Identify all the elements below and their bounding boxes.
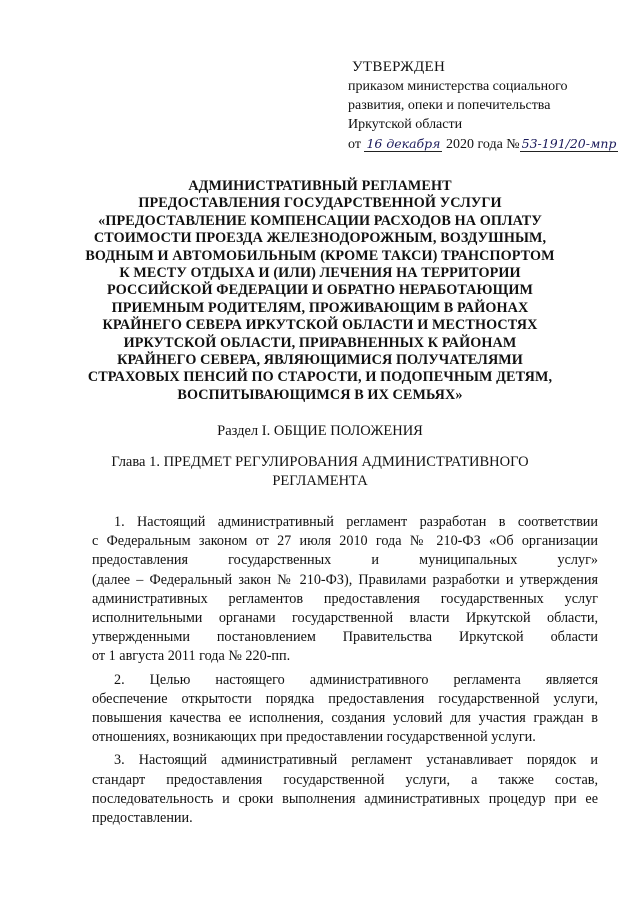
paragraph-line: (далее – Федеральный закон № 210-ФЗ), Правилами разработки и утверждения — [92, 571, 598, 588]
approval-title: УТВЕРЖДЕН — [352, 59, 446, 75]
paragraph-1 — [92, 513, 598, 667]
approval-line: приказом министерства социального — [348, 79, 568, 94]
heading-line: К МЕСТУ ОТДЫХА И (ИЛИ) ЛЕЧЕНИЯ НА ТЕРРИТОРИИ — [119, 265, 521, 282]
paragraph-line: административных регламентов предоставления государственных услуг — [92, 590, 598, 607]
heading-line: КРАЙНЕГО СЕВЕРА, ЯВЛЯЮЩИМИСЯ ПОЛУЧАТЕЛЯМИ — [117, 352, 523, 369]
paragraph-line: 2. Целью настоящего административного регламента является — [114, 671, 598, 688]
chapter-title-line: Глава 1. ПРЕДМЕТ РЕГУЛИРОВАНИЯ АДМИНИСТРАТИВНОГО — [111, 454, 529, 470]
heading-line: СТОИМОСТИ ПРОЕЗДА ЖЕЛЕЗНОДОРОЖНЫМ, ВОЗДУШНЫМ, — [93, 230, 547, 247]
paragraph-3 — [92, 751, 598, 828]
date-prefix: от — [348, 137, 361, 152]
body-text — [92, 513, 598, 832]
paragraph-line: повышения качества ее исполнения, создания условий для участия граждан в — [92, 710, 598, 727]
heading-line: ВОДНЫМ И АВТОМОБИЛЬНЫМ (КРОМЕ ТАКСИ) ТРАНСПОРТОМ — [85, 247, 555, 264]
approval-block — [348, 58, 618, 154]
paragraph-line: обеспечение открытости порядка предоставления государственной услуги, — [92, 690, 598, 707]
paragraph-line: предоставлении. — [92, 810, 193, 827]
heading-line: ИРКУТСКОЙ ОБЛАСТИ, ПРИРАВНЕННЫХ К РАЙОНАМ — [123, 334, 517, 351]
heading-line: «ПРЕДОСТАВЛЕНИЕ КОМПЕНСАЦИИ РАСХОДОВ НА ОПЛАТУ — [98, 212, 542, 229]
approval-line: развития, опеки и попечительства — [348, 98, 551, 113]
paragraph-line: с Федеральным законом от 27 июля 2010 года № 210-ФЗ «Об организации — [92, 533, 598, 550]
paragraph-line: от 1 августа 2011 года № 220-пп. — [92, 648, 291, 665]
paragraph-line: 3. Настоящий административный регламент устанавливает порядок и — [114, 752, 598, 769]
paragraph-line: 1. Настоящий административный регламент разработан в соответствии — [114, 514, 598, 530]
approval-line: Иркутской области — [348, 117, 463, 132]
heading-line: АДМИНИСТРАТИВНЫЙ РЕГЛАМЕНТ — [188, 178, 452, 194]
heading-line: ПРЕДОСТАВЛЕНИЯ ГОСУДАРСТВЕННОЙ УСЛУГИ — [138, 195, 502, 212]
heading-line: ПРИЕМНЫМ РОДИТЕЛЯМ, ПРОЖИВАЮЩИМ В РАЙОНАХ — [111, 299, 529, 316]
chapter-title — [80, 453, 560, 491]
section-title: Раздел I. ОБЩИЕ ПОЛОЖЕНИЯ — [217, 423, 423, 439]
handwritten-date: 16 декабря — [366, 136, 441, 151]
heading-line: СТРАХОВЫХ ПЕНСИЙ ПО СТАРОСТИ, И ПОДОПЕЧНЫМ ДЕТЯМ, — [87, 369, 553, 386]
paragraph-line: утвержденными постановлением Правительства Иркутской области — [92, 629, 598, 646]
handwritten-number: 53-191/20-мпр — [521, 136, 617, 151]
paragraph-line: последовательность и сроки выполнения административных процедур при ее — [92, 790, 598, 807]
heading-line: ВОСПИТЫВАЮЩИМСЯ В ИХ СЕМЬЯХ» — [177, 386, 463, 403]
heading-line: РОССИЙСКОЙ ФЕДЕРАЦИИ И ОБРАТНО НЕРАБОТАЮЩИМ — [107, 282, 533, 299]
paragraph-line: стандарт предоставления государственной услуги, а также состав, — [92, 771, 598, 788]
paragraph-line: отношениях, возникающих при предоставлении государственной услуги. — [92, 729, 536, 746]
paragraph-2 — [92, 671, 598, 748]
paragraph-line: исполнительными органами государственной власти Иркутской области, — [92, 610, 598, 627]
paragraph-line: предоставления государственных и муниципальных услуг» — [92, 552, 598, 569]
chapter-title-line: РЕГЛАМЕНТА — [272, 473, 368, 489]
approval-date-line — [348, 135, 618, 154]
document-heading — [60, 178, 580, 404]
date-year-text: 2020 года № — [445, 137, 520, 152]
heading-line: КРАЙНЕГО СЕВЕРА ИРКУТСКОЙ ОБЛАСТИ И МЕСТНОСТЯХ — [102, 317, 538, 334]
